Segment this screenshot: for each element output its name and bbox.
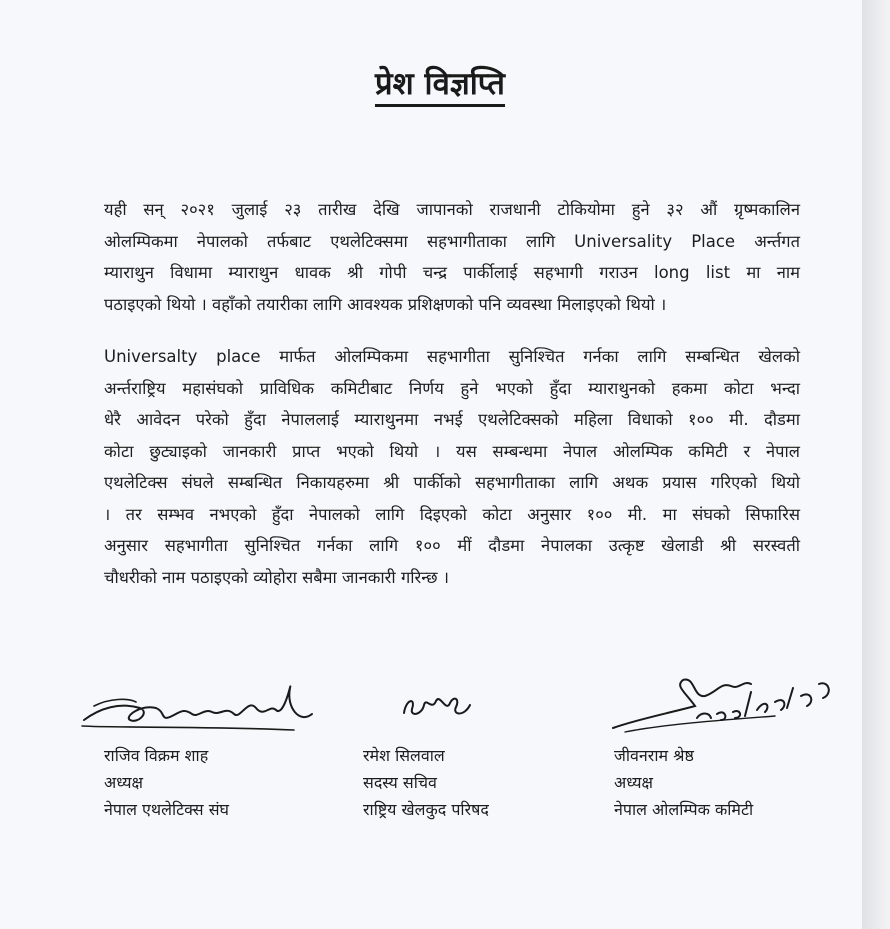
paragraph-line: अर्न्तराष्ट्रिय महासंघको प्राविधिक कमिटीबाट निर्णय हुने भएको हुँदा म्याराथुनको हकमा कोटा भन्दा — [104, 378, 800, 398]
signatory-block-1 — [104, 742, 229, 823]
signatory-name: रमेश सिलवाल — [363, 746, 445, 765]
paragraph-line: धेरै आवेदन परेको हुँदा नेपाललाई म्याराथुनमा नभई एथलेटिक्सको महिला विधाको १०० मी. दौडमा — [104, 410, 800, 429]
signatory-position: अध्यक्ष — [614, 773, 653, 792]
paragraph-line: । तर सम्भव नभएको हुँदा नेपालको लागि दिइएको कोटा अनुसार १०० मी. मा संघको सिफारिस — [104, 504, 800, 524]
paragraph-line: यही सन् २०२१ जुलाई २३ तारीख देखि जापानको राजधानी टोकियोमा हुने ३२ औं ग्रृष्मकालिन — [104, 200, 800, 219]
paragraph-line: Universalty place मार्फत ओलम्पिकमा सहभागीता सुनिश्चित गर्नका लागि सम्बन्धित खेलको — [104, 347, 800, 366]
paragraph-line: पठाइएको थियो । वहाँको तयारीका लागि आवश्यक प्रशिक्षणको पनि व्यवस्था मिलाइएको थियो । — [104, 294, 667, 314]
signature-ramesh-silwal — [398, 685, 478, 725]
paragraph-line: एथलेटिक्स संघले सम्बन्धित निकायहरुमा श्री पार्कीको सहभागीताका लागि अथक प्रयास गरिएको थियो — [104, 473, 800, 492]
document-title-text: प्रेश विज्ञप्ति — [375, 66, 505, 107]
signatory-name: राजिव विक्रम शाह — [104, 746, 209, 765]
paragraph-line: म्याराथुन विधामा म्याराथुन धावक श्री गोपी चन्द्र पार्कीलाई सहभागी गराउन long list मा नाम — [104, 263, 800, 282]
paragraph-2 — [104, 341, 800, 593]
signatory-organization: नेपाल एथलेटिक्स संघ — [104, 800, 229, 819]
signatory-name: जीवनराम श्रेष्ठ — [614, 746, 694, 765]
signatory-block-3 — [614, 742, 753, 823]
signatory-position: अध्यक्ष — [104, 773, 143, 792]
paper-edge — [862, 0, 890, 929]
signatory-position: सदस्य सचिव — [363, 773, 437, 792]
document-title — [0, 62, 862, 104]
paragraph-line: चौधरीको नाम पठाइएको व्योहोरा सबैमा जानकारी गरिन्छ । — [104, 567, 450, 587]
paragraph-line: कोटा छुट्याइको जानकारी प्राप्त भएको थियो । यस सम्बन्धमा नेपाल ओलम्पिक कमिटी र नेपाल — [104, 441, 800, 461]
signatory-organization: राष्ट्रिय खेलकुद परिषद — [363, 800, 489, 819]
paragraph-1 — [104, 194, 800, 320]
signatory-organization: नेपाल ओलम्पिक कमिटी — [614, 800, 754, 819]
signatory-block-2 — [363, 742, 489, 823]
signature-jeevan-ram-shrestha — [605, 662, 845, 742]
paragraph-line: अनुसार सहभागीता सुनिश्चित गर्नका लागि १०० मीं दौडमा नेपालका उत्कृष्ट खेलाडी श्री सरस्वती — [104, 536, 800, 555]
paragraph-line: ओलम्पिकमा नेपालको तर्फबाट एथलेटिक्समा सहभागीताका लागि Universality Place अर्न्तगत — [104, 231, 800, 251]
signature-rajiv-bikram-shah — [80, 668, 320, 748]
